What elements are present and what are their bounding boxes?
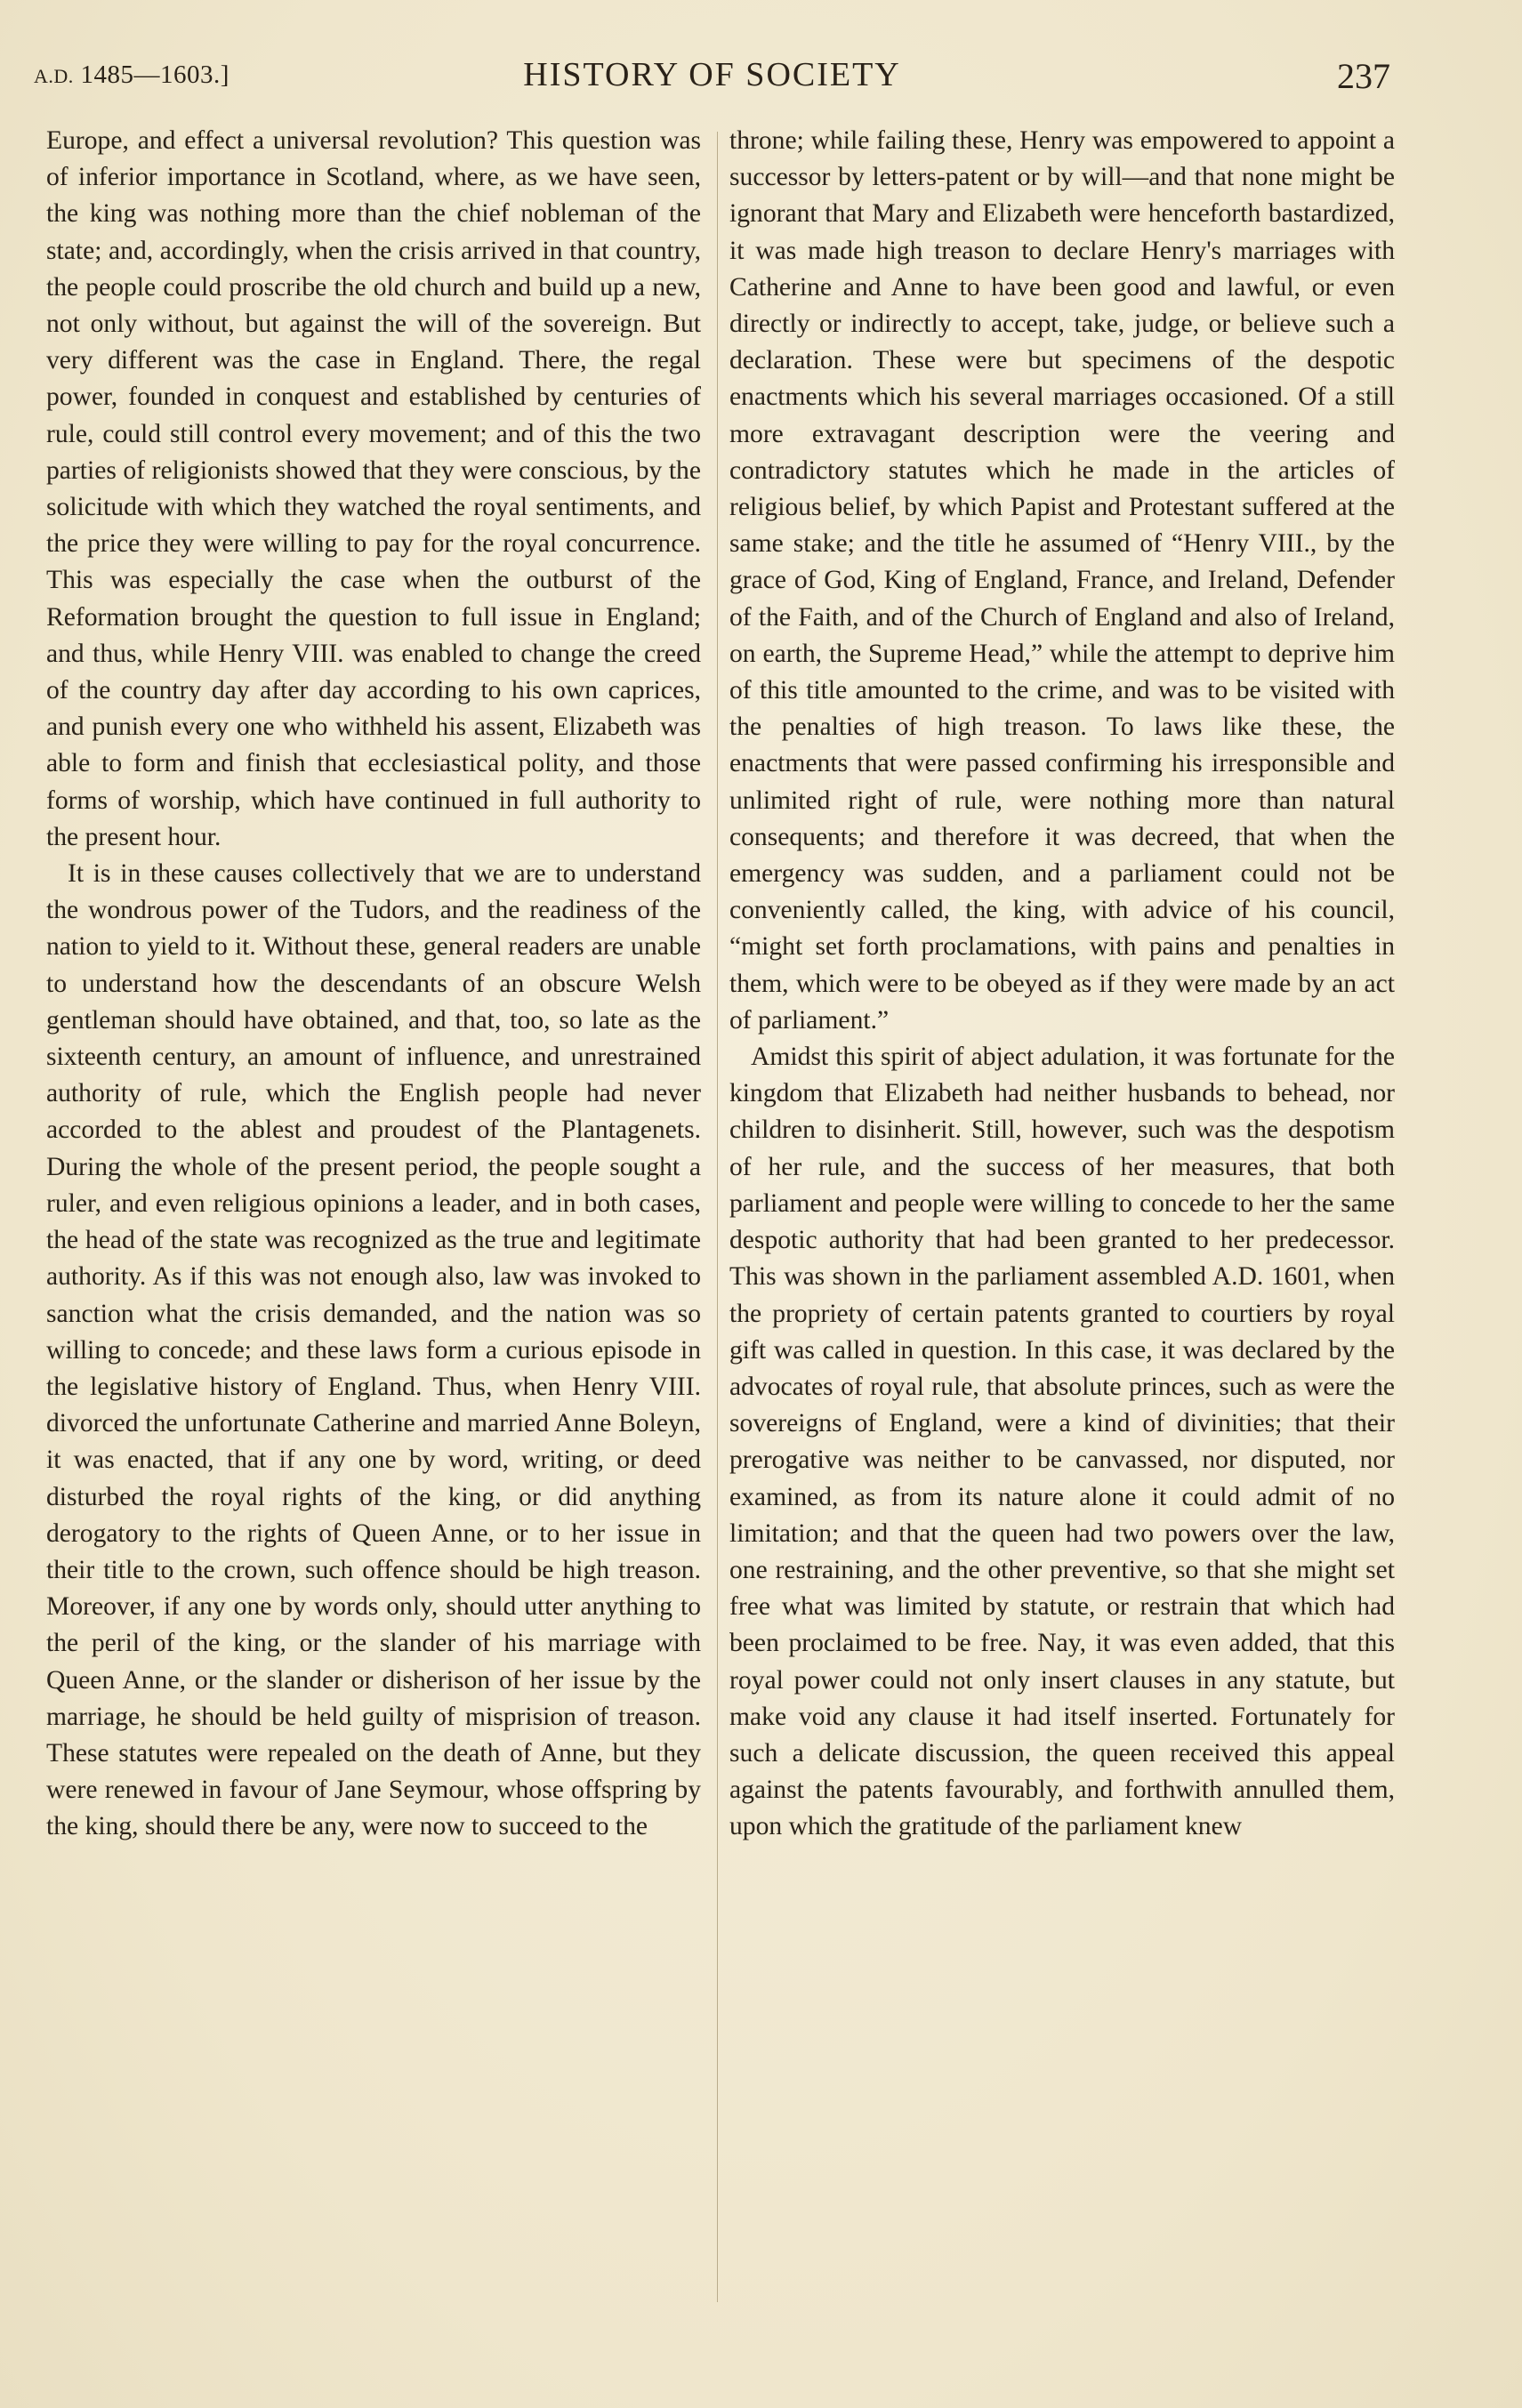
left-paragraph-1: Europe, and effect a universal revolution? This question was of inferior importance in Scotland, where, as we have seen, the king was nothing more than the chief nobleman of the state; and, accordingly, when the crisis arrived in that country, the people could proscribe the old church and build up a new, not only without, but against the will of the sovereign. But very different was the case in England. There, the regal power, founded in conquest and established by centuries of rule, could still control every movement; and of this the two parties of religionists showed that they were conscious, by the solicitude with which they watched the royal sentiments, and the price they were willing to pay for the royal concurrence. This was especially the case when the outburst of the Reformation brought the question to full issue in England; and thus, while Henry VIII. was enabled to change the creed of the country day after day according to his own caprices, and punish every one who withheld his assent, Elizabeth was able to form and finish that ecclesiastical polity, and those forms of worship, which have continued in full authority to the present hour. (46, 126, 701, 851)
left-text-column (46, 123, 701, 1846)
right-paragraph-2: Amidst this spirit of abject adulation, it was fortunate for the kingdom that Elizabeth had neither husbands to behead, nor children to disinherit. Still, however, such was the despotism of her rule, and the success of her measures, that both parliament and people were willing to concede to her the same despotic authority that had been granted to her predecessor. This was shown in the parliament assembled A.D. 1601, when the propriety of certain patents granted to courtiers by royal gift was called in question. In this case, it was declared by the advocates of royal rule, that absolute princes, such as were the sovereigns of England, were a kind of divinities; that their prerogative was neither to be canvassed, nor disputed, nor examined, as from its nature alone it could admit of no limitation; and that the queen had two powers over the law, one restraining, and the other preventive, so that she might set free what was limited by statute, or restrain that which had been proclaimed to be free. Nay, it was even added, that this royal power could not only insert clauses in any statute, but make void any clause it had itself inserted. Fortunately for such a delicate discussion, the queen received this appeal against the patents favourably, and forthwith annulled them, upon which the gratitude of the parliament knew (729, 1043, 1395, 1841)
right-paragraph-1: throne; while failing these, Henry was empowered to appoint a successor by letters-patent or by will—and that none might be ignorant that Mary and Elizabeth were henceforth bastardized, it was made high treason to declare Henry's marriages with Catherine and Anne to have been good and lawful, or even directly or indirectly to accept, take, judge, or believe such a declaration. These were but specimens of the despotic enactments which his several marriages occasioned. Of a still more extravagant description were the veering and contradictory statutes which he made in the articles of religious belief, by which Papist and Protestant suffered at the same stake; and the title he assumed of “Henry VIII., by the grace of God, King of England, France, and Ireland, Defender of the Faith, and of the Church of England and also of Ireland, on earth, the Supreme Head,” while the attempt to deprive him of this title amounted to the crime, and was to be visited with the penalties of high treason. To laws like these, the enactments that were passed confirming his irresponsible and unlimited right of rule, were nothing more than natural consequents; and therefore it was decreed, that when the emergency was sudden, and a parliament could not be conveniently called, the king, with advice of his council, “might set forth proclamations, with pains and penalties in them, which were to be obeyed as if they were made by an act of parliament.” (729, 126, 1395, 1035)
running-header (34, 55, 1390, 94)
header-era-label: A.D. (34, 65, 74, 87)
page-number: 237 (1337, 56, 1390, 96)
header-years: 1485—1603.] (73, 60, 230, 89)
right-text-column (729, 123, 1395, 1846)
column-divider (717, 132, 718, 2302)
left-paragraph-2: It is in these causes collectively that we are to understand the wondrous power of the Tudors, and the readiness of the nation to yield to it. Without these, general readers are unable to understand how the descendants of an obscure Welsh gentleman should have obtained, and that, too, so late as the sixteenth century, an amount of influence, and unrestrained authority of rule, which the English people had never accorded to the ablest and proudest of the Plantagenets. During the whole of the present period, the people sought a ruler, and even religious opinions a leader, and in both cases, the head of the state was recognized as the true and legitimate authority. As if this was not enough also, law was invoked to sanction what the crisis demanded, and the nation was so willing to concede; and these laws form a curious episode in the legislative history of England. Thus, when Henry VIII. divorced the unfortunate Catherine and married Anne Boleyn, it was enacted, that if any one by word, writing, or deed disturbed the royal rights of the king, or did anything derogatory to the rights of Queen Anne, or to her issue in their title to the crown, such offence should be high treason. Moreover, if any one by words only, should utter anything to the peril of the king, or the slander of his marriage with Queen Anne, or the slander or disherison of her issue by the marriage, he should be held guilty of misprision of treason. These statutes were repealed on the death of Anne, but they were renewed in favour of Jane Seymour, whose offspring by the king, should there be any, were now to succeed to the (46, 859, 701, 1841)
header-title: HISTORY OF SOCIETY (523, 56, 901, 93)
